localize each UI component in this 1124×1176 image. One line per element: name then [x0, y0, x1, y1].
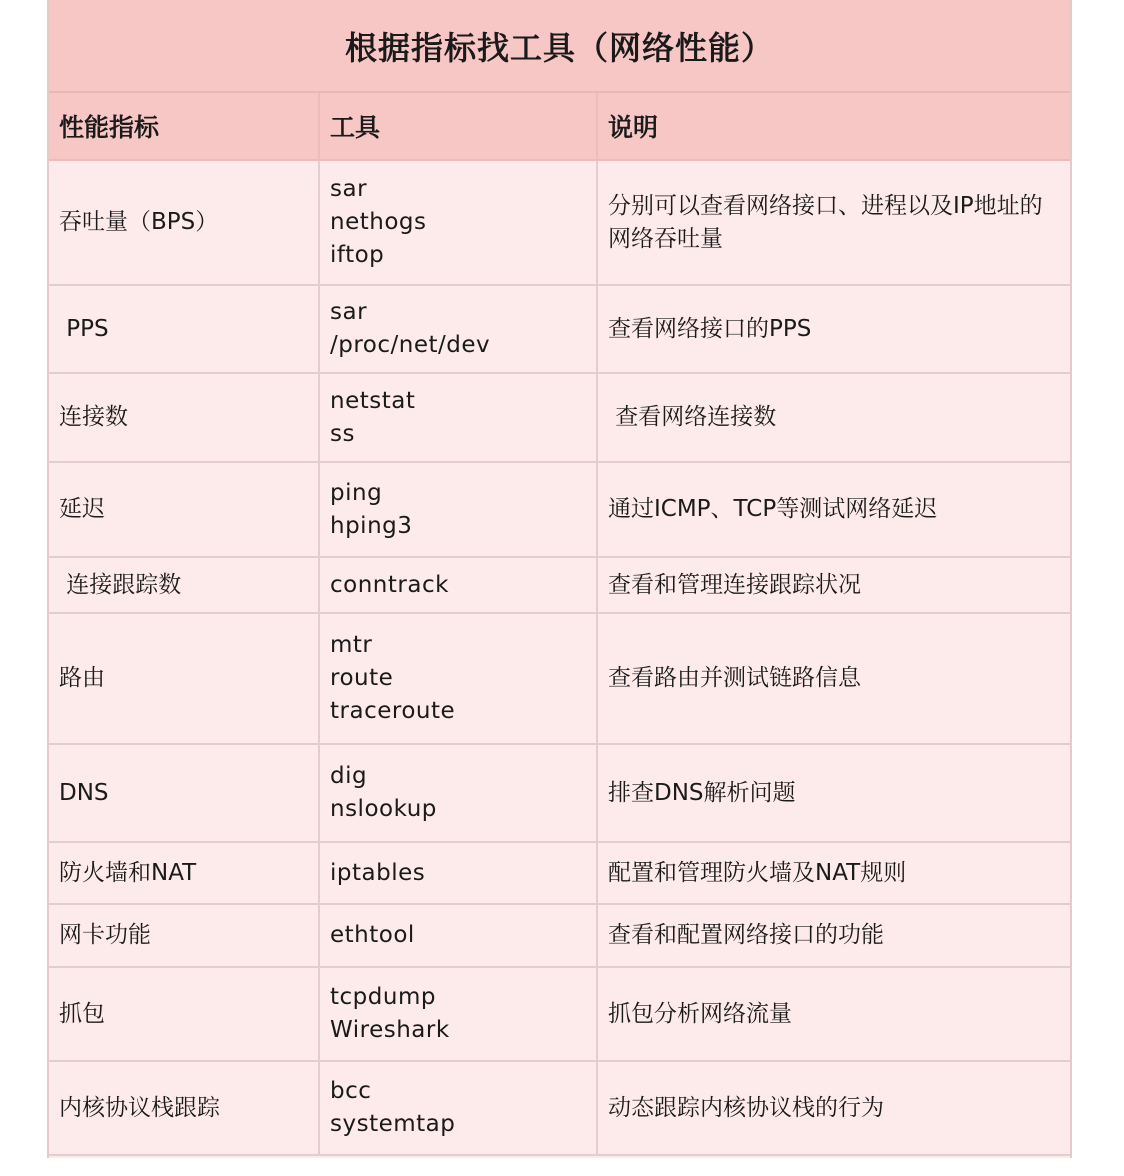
tools-cell	[319, 160, 597, 285]
desc-cell: 配置和管理防火墙及NAT规则	[597, 842, 1070, 904]
desc-cell: 查看网络连接数	[597, 373, 1070, 462]
table-title: 根据指标找工具（网络性能）	[49, 0, 1070, 93]
table-row	[49, 373, 1070, 462]
desc-cell: 分别可以查看网络接口、进程以及IP地址的网络吞吐量	[597, 160, 1070, 285]
tool-name: hping3	[330, 512, 413, 539]
desc-cell: 排查DNS解析问题	[597, 744, 1070, 842]
table-row	[49, 613, 1070, 744]
desc-cell: 通过ICMP、TCP等测试网络延迟	[597, 462, 1070, 557]
tools-cell	[319, 744, 597, 842]
desc-cell: 查看路由并测试链路信息	[597, 613, 1070, 744]
tool-name: conntrack	[330, 571, 449, 598]
metric-cell: 延迟	[49, 462, 319, 557]
tool-name: ping	[330, 479, 383, 506]
tool-name: /proc/net/dev	[330, 332, 491, 358]
tools-cell	[319, 1061, 597, 1155]
table-row	[49, 160, 1070, 285]
tool-name: iptables	[330, 859, 426, 886]
tools-cell	[319, 904, 597, 967]
header-metric: 性能指标	[49, 93, 319, 160]
tool-name: traceroute	[330, 698, 456, 724]
tool-name: netstat	[330, 387, 416, 414]
header-tools: 工具	[319, 93, 597, 160]
tools-table	[49, 93, 1070, 1156]
table-row	[49, 462, 1070, 557]
table-row	[49, 842, 1070, 904]
tool-name: sar	[330, 299, 368, 325]
metric-cell: 内核协议栈跟踪	[49, 1061, 319, 1155]
tools-cell	[319, 967, 597, 1061]
tools-cell	[319, 613, 597, 744]
desc-cell: 动态跟踪内核协议栈的行为	[597, 1061, 1070, 1155]
tool-name: Wireshark	[330, 1017, 450, 1043]
metric-cell: 连接跟踪数	[49, 557, 319, 613]
tool-name: mtr	[330, 632, 373, 658]
desc-cell: 查看网络接口的PPS	[597, 285, 1070, 373]
metric-cell: 防火墙和NAT	[49, 842, 319, 904]
metric-cell: 网卡功能	[49, 904, 319, 967]
tool-name: systemtap	[330, 1111, 456, 1137]
tools-cell	[319, 557, 597, 613]
tools-cell	[319, 285, 597, 373]
header-row	[49, 93, 1070, 160]
table-row	[49, 557, 1070, 613]
tool-name: route	[330, 665, 394, 691]
tools-cell	[319, 373, 597, 462]
tool-name: dig	[330, 763, 368, 789]
tool-name: sar	[330, 176, 368, 202]
table-row	[49, 744, 1070, 842]
tool-name: ss	[330, 420, 355, 447]
metric-cell: PPS	[49, 285, 319, 373]
metric-cell: 吞吐量（BPS）	[49, 160, 319, 285]
metric-cell: 连接数	[49, 373, 319, 462]
header-desc: 说明	[597, 93, 1070, 160]
metric-cell: 抓包	[49, 967, 319, 1061]
metric-cell: DNS	[49, 744, 319, 842]
tools-cell	[319, 462, 597, 557]
tools-cell	[319, 842, 597, 904]
desc-cell: 查看和管理连接跟踪状况	[597, 557, 1070, 613]
tool-name: ethtool	[330, 922, 415, 948]
tool-name: iftop	[330, 242, 385, 268]
desc-cell: 抓包分析网络流量	[597, 967, 1070, 1061]
tool-name: tcpdump	[330, 984, 436, 1010]
table-row	[49, 1061, 1070, 1155]
table-row	[49, 904, 1070, 967]
table-row	[49, 967, 1070, 1061]
tool-name: nethogs	[330, 209, 427, 235]
desc-cell: 查看和配置网络接口的功能	[597, 904, 1070, 967]
table-row	[49, 285, 1070, 373]
tool-name: bcc	[330, 1078, 372, 1104]
tool-name: nslookup	[330, 796, 437, 822]
network-tools-table-sheet	[47, 0, 1072, 1158]
metric-cell: 路由	[49, 613, 319, 744]
